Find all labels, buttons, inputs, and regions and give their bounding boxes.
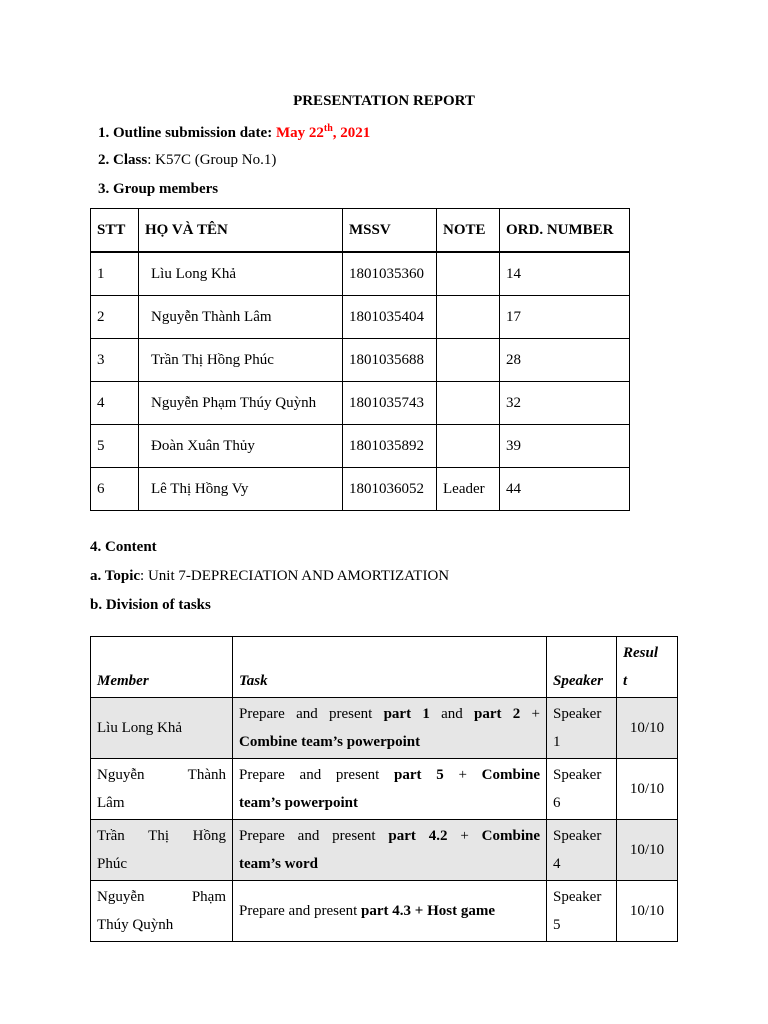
header-member: Member	[91, 637, 233, 698]
group-members-heading: 3. Group members	[98, 181, 219, 197]
cell-stt: 2	[91, 296, 139, 339]
cell-stt: 4	[91, 382, 139, 425]
cell-name: Đoàn Xuân Thủy	[139, 425, 343, 468]
members-header-row	[91, 209, 630, 253]
cell-speaker: Speaker 5	[547, 881, 617, 942]
table-row	[91, 425, 630, 468]
cell-ord: 28	[500, 339, 630, 382]
cell-name: Nguyễn Phạm Thúy Quỳnh	[139, 382, 343, 425]
cell-stt: 1	[91, 252, 139, 296]
cell-result: 10/10	[617, 820, 678, 881]
cell-note	[437, 252, 500, 296]
cell-member: Nguyễn Phạm Thúy Quỳnh	[91, 881, 233, 942]
header-ord-number: ORD. NUMBER	[500, 209, 630, 253]
table-row	[91, 820, 678, 881]
topic-line	[90, 568, 449, 585]
cell-name: Nguyễn Thành Lâm	[139, 296, 343, 339]
cell-ord: 44	[500, 468, 630, 511]
header-stt: STT	[91, 209, 139, 253]
tasks-header-row	[91, 637, 678, 698]
topic-value: : Unit 7-DEPRECIATION AND AMORTIZATION	[140, 568, 450, 584]
cell-stt: 6	[91, 468, 139, 511]
cell-note: Leader	[437, 468, 500, 511]
cell-mssv: 1801035743	[343, 382, 437, 425]
class-value: : K57C (Group No.1)	[147, 152, 277, 168]
table-row	[91, 881, 678, 942]
cell-ord: 14	[500, 252, 630, 296]
cell-mssv: 1801035360	[343, 252, 437, 296]
header-note: NOTE	[437, 209, 500, 253]
cell-name: Lìu Long Khả	[139, 252, 343, 296]
cell-member: Lìu Long Khả	[91, 698, 233, 759]
class-label: 2. Class	[98, 152, 148, 168]
header-mssv: MSSV	[343, 209, 437, 253]
header-task: Task	[233, 637, 547, 698]
tasks-table	[90, 636, 678, 942]
table-row	[91, 468, 630, 511]
cell-ord: 32	[500, 382, 630, 425]
cell-stt: 5	[91, 425, 139, 468]
cell-mssv: 1801035404	[343, 296, 437, 339]
cell-member: Nguyễn Thành Lâm	[91, 759, 233, 820]
cell-result: 10/10	[617, 881, 678, 942]
content-heading: 4. Content	[90, 539, 157, 555]
cell-ord: 17	[500, 296, 630, 339]
cell-note	[437, 425, 500, 468]
table-row	[91, 252, 630, 296]
outline-date: May 22th, 2021	[275, 123, 371, 141]
cell-mssv: 1801035892	[343, 425, 437, 468]
table-row	[91, 382, 630, 425]
cell-mssv: 1801035688	[343, 339, 437, 382]
cell-speaker: Speaker 4	[547, 820, 617, 881]
cell-name: Trần Thị Hồng Phúc	[139, 339, 343, 382]
cell-result: 10/10	[617, 698, 678, 759]
outline-date-line	[98, 123, 370, 142]
cell-stt: 3	[91, 339, 139, 382]
cell-speaker: Speaker 6	[547, 759, 617, 820]
table-row	[91, 759, 678, 820]
cell-note	[437, 382, 500, 425]
cell-task: Prepare and present part 5 + Combine team’s powerpoint	[233, 759, 547, 820]
table-row	[91, 296, 630, 339]
page-title: PRESENTATION REPORT	[293, 93, 475, 109]
cell-mssv: 1801036052	[343, 468, 437, 511]
cell-speaker: Speaker 1	[547, 698, 617, 759]
division-heading: b. Division of tasks	[90, 597, 211, 613]
members-table	[90, 208, 630, 511]
cell-task: Prepare and present part 4.3 + Host game	[233, 881, 547, 942]
cell-note	[437, 296, 500, 339]
table-row	[91, 698, 678, 759]
cell-task: Prepare and present part 1 and part 2 + Combine team’s powerpoint	[233, 698, 547, 759]
outline-label: 1. Outline submission date:	[98, 125, 276, 141]
header-name: HỌ VÀ TÊN	[139, 209, 343, 253]
header-speaker: Speaker	[547, 637, 617, 698]
cell-member: Trần Thị Hồng Phúc	[91, 820, 233, 881]
class-line	[98, 152, 276, 169]
header-result: Resul t	[617, 637, 678, 698]
topic-label: a. Topic	[90, 568, 141, 584]
table-row	[91, 339, 630, 382]
cell-note	[437, 339, 500, 382]
cell-ord: 39	[500, 425, 630, 468]
cell-result: 10/10	[617, 759, 678, 820]
cell-name: Lê Thị Hồng Vy	[139, 468, 343, 511]
cell-task: Prepare and present part 4.2 + Combine team’s word	[233, 820, 547, 881]
